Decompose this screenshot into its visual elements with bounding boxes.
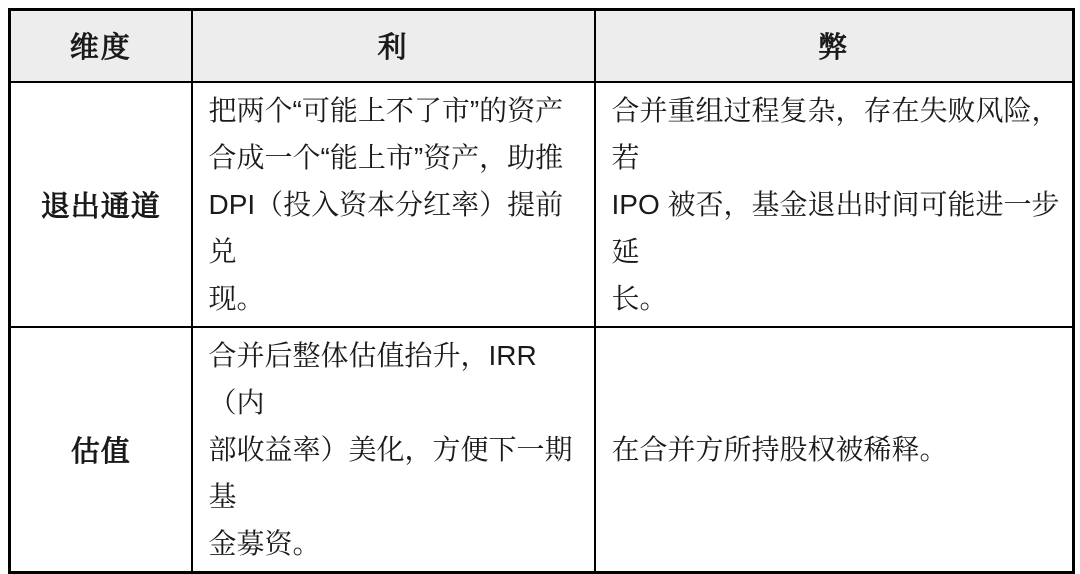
cell-text-line: 部收益率）美化，方便下一期基 <box>208 433 573 512</box>
header-dimension: 维度 <box>10 10 192 82</box>
dimension-cell: 退出通道 <box>10 82 192 327</box>
cell-text-line: IPO 被否，基金退出时间可能进一步延 <box>611 188 1060 267</box>
cell-text-line: 合成一个“能上市”资产，助推 <box>208 141 564 173</box>
header-pros: 利 <box>192 10 595 82</box>
cell-text-line: 合并后整体估值抬升，IRR（内 <box>208 339 537 418</box>
table-row <box>10 82 1074 327</box>
cell-text-line: 把两个“可能上不了市”的资产 <box>208 94 564 126</box>
table-row <box>10 327 1074 573</box>
pros-cons-table <box>8 8 1075 574</box>
cell-text-line: DPI（投入资本分红率）提前兑 <box>208 188 564 267</box>
pros-cell <box>192 82 595 327</box>
dimension-cell: 估值 <box>10 327 192 573</box>
cell-text-line: 在合并方所持股权被稀释。 <box>611 433 948 465</box>
cell-text-line: 金募资。 <box>208 527 321 559</box>
cell-text-line: 合并重组过程复杂，存在失败风险，若 <box>611 94 1060 173</box>
header-cons: 弊 <box>595 10 1074 82</box>
cons-cell <box>595 327 1074 573</box>
table-header-row <box>10 10 1074 82</box>
cell-text-line: 现。 <box>208 282 265 314</box>
cons-cell <box>595 82 1074 327</box>
pros-cell <box>192 327 595 573</box>
cell-text-line: 长。 <box>611 282 668 314</box>
